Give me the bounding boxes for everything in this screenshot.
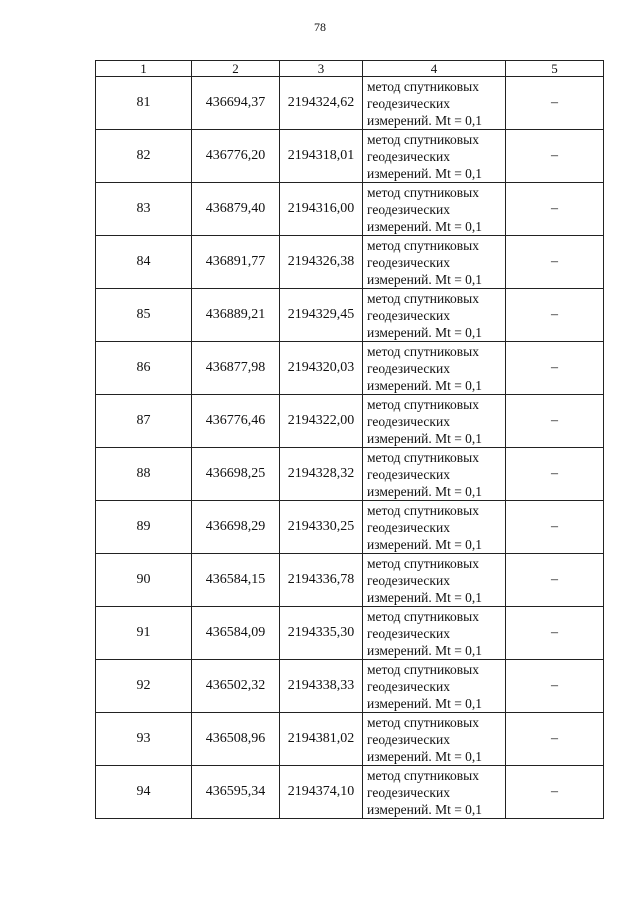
note-cell: – [506, 183, 604, 236]
method-text-line: геодезических [367, 678, 450, 694]
note-cell: – [506, 236, 604, 289]
method-text-line: метод спутниковых [367, 449, 479, 465]
y-coordinate-cell: 2194326,38 [280, 236, 363, 289]
point-number-cell: 86 [96, 342, 192, 395]
table-row [96, 501, 604, 554]
method-text-line: геодезических [367, 360, 450, 376]
method-cell [363, 766, 506, 819]
method-text-line: метод спутниковых [367, 608, 479, 624]
method-text-line: геодезических [367, 201, 450, 217]
method-text-line: геодезических [367, 731, 450, 747]
x-coordinate-cell: 436584,15 [192, 554, 280, 607]
note-cell: – [506, 766, 604, 819]
y-coordinate-cell: 2194324,62 [280, 77, 363, 130]
y-coordinate-cell: 2194338,33 [280, 660, 363, 713]
method-text-line: геодезических [367, 307, 450, 323]
method-text-line: метод спутниковых [367, 661, 479, 677]
method-cell [363, 395, 506, 448]
method-text-line: измерений. Mt = 0,1 [367, 377, 483, 393]
y-coordinate-cell: 2194329,45 [280, 289, 363, 342]
x-coordinate-cell: 436776,46 [192, 395, 280, 448]
method-cell [363, 342, 506, 395]
table-row [96, 607, 604, 660]
method-text-line: измерений. Mt = 0,1 [367, 642, 483, 658]
y-coordinate-cell: 2194330,25 [280, 501, 363, 554]
table-row [96, 766, 604, 819]
note-cell: – [506, 342, 604, 395]
point-number-cell: 94 [96, 766, 192, 819]
note-cell: – [506, 448, 604, 501]
x-coordinate-cell: 436776,20 [192, 130, 280, 183]
note-cell: – [506, 607, 604, 660]
method-text-line: метод спутниковых [367, 767, 479, 783]
method-text-line: измерений. Mt = 0,1 [367, 112, 483, 128]
point-number-cell: 90 [96, 554, 192, 607]
table-row [96, 236, 604, 289]
note-cell: – [506, 501, 604, 554]
point-number-cell: 92 [96, 660, 192, 713]
x-coordinate-cell: 436694,37 [192, 77, 280, 130]
method-text-line: измерений. Mt = 0,1 [367, 218, 483, 234]
method-text-line: измерений. Mt = 0,1 [367, 536, 483, 552]
method-text-line: измерений. Mt = 0,1 [367, 483, 483, 499]
method-text-line: измерений. Mt = 0,1 [367, 271, 483, 287]
table-row [96, 660, 604, 713]
point-number-cell: 83 [96, 183, 192, 236]
point-number-cell: 85 [96, 289, 192, 342]
point-number-cell: 91 [96, 607, 192, 660]
x-coordinate-cell: 436595,34 [192, 766, 280, 819]
point-number-cell: 93 [96, 713, 192, 766]
method-text-line: измерений. Mt = 0,1 [367, 430, 483, 446]
point-number-cell: 81 [96, 77, 192, 130]
method-cell [363, 289, 506, 342]
column-header-4: 4 [363, 61, 506, 77]
x-coordinate-cell: 436508,96 [192, 713, 280, 766]
column-header-1: 1 [96, 61, 192, 77]
table-row [96, 554, 604, 607]
coordinates-table [95, 60, 604, 819]
method-text-line: измерений. Mt = 0,1 [367, 165, 483, 181]
method-text-line: геодезических [367, 95, 450, 111]
table-row [96, 395, 604, 448]
x-coordinate-cell: 436891,77 [192, 236, 280, 289]
method-text-line: измерений. Mt = 0,1 [367, 324, 483, 340]
method-text-line: измерений. Mt = 0,1 [367, 748, 483, 764]
y-coordinate-cell: 2194320,03 [280, 342, 363, 395]
y-coordinate-cell: 2194336,78 [280, 554, 363, 607]
page-number: 78 [314, 20, 326, 34]
note-cell: – [506, 554, 604, 607]
method-text-line: метод спутниковых [367, 396, 479, 412]
method-cell [363, 554, 506, 607]
method-text-line: метод спутниковых [367, 78, 479, 94]
method-cell [363, 183, 506, 236]
method-text-line: метод спутниковых [367, 555, 479, 571]
column-header-3: 3 [280, 61, 363, 77]
note-cell: – [506, 660, 604, 713]
y-coordinate-cell: 2194318,01 [280, 130, 363, 183]
point-number-cell: 89 [96, 501, 192, 554]
table-header-row [96, 61, 604, 77]
point-number-cell: 84 [96, 236, 192, 289]
method-text-line: геодезических [367, 519, 450, 535]
method-text-line: геодезических [367, 254, 450, 270]
y-coordinate-cell: 2194322,00 [280, 395, 363, 448]
x-coordinate-cell: 436877,98 [192, 342, 280, 395]
x-coordinate-cell: 436584,09 [192, 607, 280, 660]
table-row [96, 183, 604, 236]
method-cell [363, 77, 506, 130]
x-coordinate-cell: 436698,29 [192, 501, 280, 554]
y-coordinate-cell: 2194328,32 [280, 448, 363, 501]
method-cell [363, 236, 506, 289]
y-coordinate-cell: 2194316,00 [280, 183, 363, 236]
method-cell [363, 130, 506, 183]
method-text-line: метод спутниковых [367, 502, 479, 518]
note-cell: – [506, 713, 604, 766]
method-cell [363, 713, 506, 766]
point-number-cell: 87 [96, 395, 192, 448]
table-body [96, 77, 604, 819]
x-coordinate-cell: 436698,25 [192, 448, 280, 501]
method-text-line: измерений. Mt = 0,1 [367, 589, 483, 605]
method-text-line: измерений. Mt = 0,1 [367, 801, 483, 817]
method-text-line: геодезических [367, 148, 450, 164]
table-row [96, 713, 604, 766]
table-row [96, 342, 604, 395]
method-cell [363, 501, 506, 554]
method-text-line: метод спутниковых [367, 290, 479, 306]
table-row [96, 448, 604, 501]
method-text-line: геодезических [367, 466, 450, 482]
table-row [96, 77, 604, 130]
method-text-line: метод спутниковых [367, 714, 479, 730]
method-text-line: геодезических [367, 625, 450, 641]
y-coordinate-cell: 2194381,02 [280, 713, 363, 766]
method-cell [363, 607, 506, 660]
x-coordinate-cell: 436502,32 [192, 660, 280, 713]
method-text-line: метод спутниковых [367, 343, 479, 359]
x-coordinate-cell: 436879,40 [192, 183, 280, 236]
note-cell: – [506, 77, 604, 130]
y-coordinate-cell: 2194374,10 [280, 766, 363, 819]
note-cell: – [506, 130, 604, 183]
method-text-line: геодезических [367, 784, 450, 800]
method-text-line: метод спутниковых [367, 131, 479, 147]
table-row [96, 130, 604, 183]
note-cell: – [506, 289, 604, 342]
method-text-line: геодезических [367, 413, 450, 429]
method-text-line: метод спутниковых [367, 237, 479, 253]
method-text-line: метод спутниковых [367, 184, 479, 200]
method-cell [363, 660, 506, 713]
column-header-5: 5 [506, 61, 604, 77]
method-text-line: геодезических [367, 572, 450, 588]
method-text-line: измерений. Mt = 0,1 [367, 695, 483, 711]
point-number-cell: 88 [96, 448, 192, 501]
x-coordinate-cell: 436889,21 [192, 289, 280, 342]
y-coordinate-cell: 2194335,30 [280, 607, 363, 660]
column-header-2: 2 [192, 61, 280, 77]
point-number-cell: 82 [96, 130, 192, 183]
table-row [96, 289, 604, 342]
method-cell [363, 448, 506, 501]
note-cell: – [506, 395, 604, 448]
